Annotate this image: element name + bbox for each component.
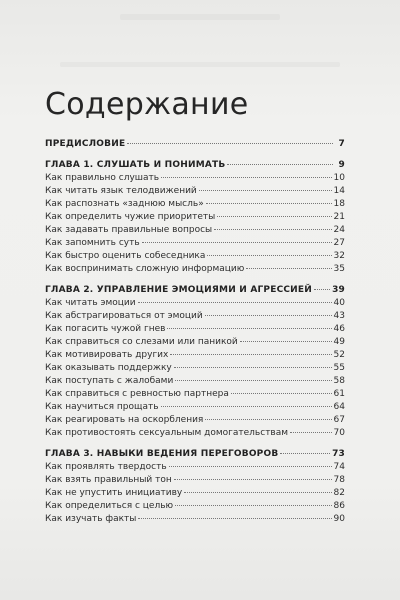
toc-page-number: 24 xyxy=(333,225,345,235)
toc-item xyxy=(45,388,345,401)
toc-item xyxy=(45,474,345,487)
dot-leader xyxy=(142,242,332,243)
dot-leader xyxy=(314,289,330,290)
toc-page-number: 49 xyxy=(333,337,345,347)
toc-entry-label: Как изучать факты xyxy=(45,514,137,524)
toc-page-number: 9 xyxy=(338,160,345,170)
toc-item xyxy=(45,250,345,263)
toc-page-number: 86 xyxy=(333,501,345,511)
toc-page-number: 61 xyxy=(333,389,345,399)
dot-leader xyxy=(174,479,332,480)
toc-chapter xyxy=(45,159,345,172)
bleed-through-text xyxy=(120,14,280,20)
toc-entry-label: ПРЕДИСЛОВИЕ xyxy=(45,139,126,149)
toc-page-number: 55 xyxy=(333,363,345,373)
dot-leader xyxy=(138,302,332,303)
toc-item xyxy=(45,336,345,349)
bleed-through-text xyxy=(60,62,340,67)
toc-entry-label: Как погасить чужой гнев xyxy=(45,324,166,334)
toc-entry-label: Как справиться со слезами или паникой xyxy=(45,337,238,347)
toc-page-number: 18 xyxy=(333,199,345,209)
toc-entry-label: Как поступать с жалобами xyxy=(45,376,174,386)
toc-page-number: 21 xyxy=(333,212,345,222)
toc-page-number: 46 xyxy=(333,324,345,334)
toc-item xyxy=(45,297,345,310)
toc-item xyxy=(45,310,345,323)
dot-leader xyxy=(175,380,331,381)
dot-leader xyxy=(217,216,331,217)
toc-entry-label: Как абстрагироваться от эмоций xyxy=(45,311,203,321)
toc-page-number: 32 xyxy=(333,251,345,261)
toc-item xyxy=(45,362,345,375)
toc-item xyxy=(45,211,345,224)
toc-entry-label: Как распознать «заднюю мысль» xyxy=(45,199,204,209)
toc-item xyxy=(45,263,345,276)
dot-leader xyxy=(170,354,331,355)
dot-leader xyxy=(206,203,332,204)
dot-leader xyxy=(169,466,332,467)
dot-leader xyxy=(207,255,331,256)
toc-chapter-label: ГЛАВА 1. СЛУШАТЬ И ПОНИМАТЬ xyxy=(45,160,226,170)
toc-page-number: 35 xyxy=(333,264,345,274)
toc-chapter-label: ГЛАВА 2. УПРАВЛЕНИЕ ЭМОЦИЯМИ И АГРЕССИЕЙ xyxy=(45,285,312,295)
dot-leader xyxy=(290,432,332,433)
toc-page-number: 40 xyxy=(333,298,345,308)
toc-entry-label: Как определиться с целью xyxy=(45,501,174,511)
toc-item xyxy=(45,375,345,388)
toc-page-number: 52 xyxy=(333,350,345,360)
toc-entry-label: Как противостоять сексуальным домогательствам xyxy=(45,428,289,438)
toc-entry-label: Как оказывать поддержку xyxy=(45,363,172,373)
toc-item xyxy=(45,487,345,500)
dot-leader xyxy=(280,453,330,454)
dot-leader xyxy=(240,341,332,342)
dot-leader xyxy=(127,143,333,144)
toc-entry-label: Как мотивировать других xyxy=(45,350,169,360)
toc-page-number: 67 xyxy=(333,415,345,425)
toc-entry-label: Как правильно слушать xyxy=(45,173,160,183)
toc-page-number: 27 xyxy=(333,238,345,248)
toc-page-number: 43 xyxy=(333,311,345,321)
toc-item xyxy=(45,323,345,336)
toc-page-number: 90 xyxy=(333,514,345,524)
toc-item xyxy=(45,237,345,250)
dot-leader xyxy=(231,393,332,394)
dot-leader xyxy=(167,328,331,329)
toc-page-number: 73 xyxy=(332,449,345,459)
dot-leader xyxy=(205,315,332,316)
toc-chapter xyxy=(45,284,345,297)
toc-page-number: 70 xyxy=(333,428,345,438)
toc-item xyxy=(45,185,345,198)
toc-chapter xyxy=(45,448,345,461)
dot-leader xyxy=(138,518,331,519)
toc-entry-label: Как реагировать на оскорбления xyxy=(45,415,204,425)
toc-page-number: 82 xyxy=(333,488,345,498)
toc-preface xyxy=(45,138,345,151)
page-title: Содержание xyxy=(45,87,249,122)
toc-item xyxy=(45,349,345,362)
toc-entry-label: Как читать эмоции xyxy=(45,298,136,308)
toc-item xyxy=(45,461,345,474)
toc-item xyxy=(45,172,345,185)
dot-leader xyxy=(227,164,333,165)
toc-entry-label: Как воспринимать сложную информацию xyxy=(45,264,245,274)
toc-entry-label: Как проявлять твердость xyxy=(45,462,167,472)
table-of-contents xyxy=(45,138,345,526)
toc-page-number: 39 xyxy=(332,285,345,295)
toc-item xyxy=(45,427,345,440)
toc-entry-label: Как запомнить суть xyxy=(45,238,140,248)
toc-page-number: 64 xyxy=(333,402,345,412)
dot-leader xyxy=(205,419,331,420)
toc-item xyxy=(45,513,345,526)
dot-leader xyxy=(246,268,331,269)
toc-entry-label: Как задавать правильные вопросы xyxy=(45,225,213,235)
dot-leader xyxy=(214,229,331,230)
toc-page-number: 74 xyxy=(333,462,345,472)
toc-entry-label: Как не упустить инициативу xyxy=(45,488,183,498)
dot-leader xyxy=(199,190,332,191)
toc-chapter-label: ГЛАВА 3. НАВЫКИ ВЕДЕНИЯ ПЕРЕГОВОРОВ xyxy=(45,449,279,459)
toc-page-number: 7 xyxy=(338,139,345,149)
toc-item xyxy=(45,224,345,237)
toc-page-number: 10 xyxy=(333,173,345,183)
toc-entry-label: Как справиться с ревностью партнера xyxy=(45,389,229,399)
toc-item xyxy=(45,414,345,427)
toc-entry-label: Как определить чужие приоритеты xyxy=(45,212,216,222)
toc-entry-label: Как научиться прощать xyxy=(45,402,159,412)
dot-leader xyxy=(161,406,332,407)
toc-page-number: 78 xyxy=(333,475,345,485)
toc-entry-label: Как читать язык телодвижений xyxy=(45,186,197,196)
dot-leader xyxy=(174,367,332,368)
dot-leader xyxy=(184,492,331,493)
dot-leader xyxy=(175,505,331,506)
toc-entry-label: Как быстро оценить собеседника xyxy=(45,251,206,261)
toc-page-number: 58 xyxy=(333,376,345,386)
toc-item xyxy=(45,198,345,211)
toc-item xyxy=(45,500,345,513)
dot-leader xyxy=(161,177,331,178)
toc-entry-label: Как взять правильный тон xyxy=(45,475,172,485)
toc-page-number: 14 xyxy=(333,186,345,196)
toc-item xyxy=(45,401,345,414)
